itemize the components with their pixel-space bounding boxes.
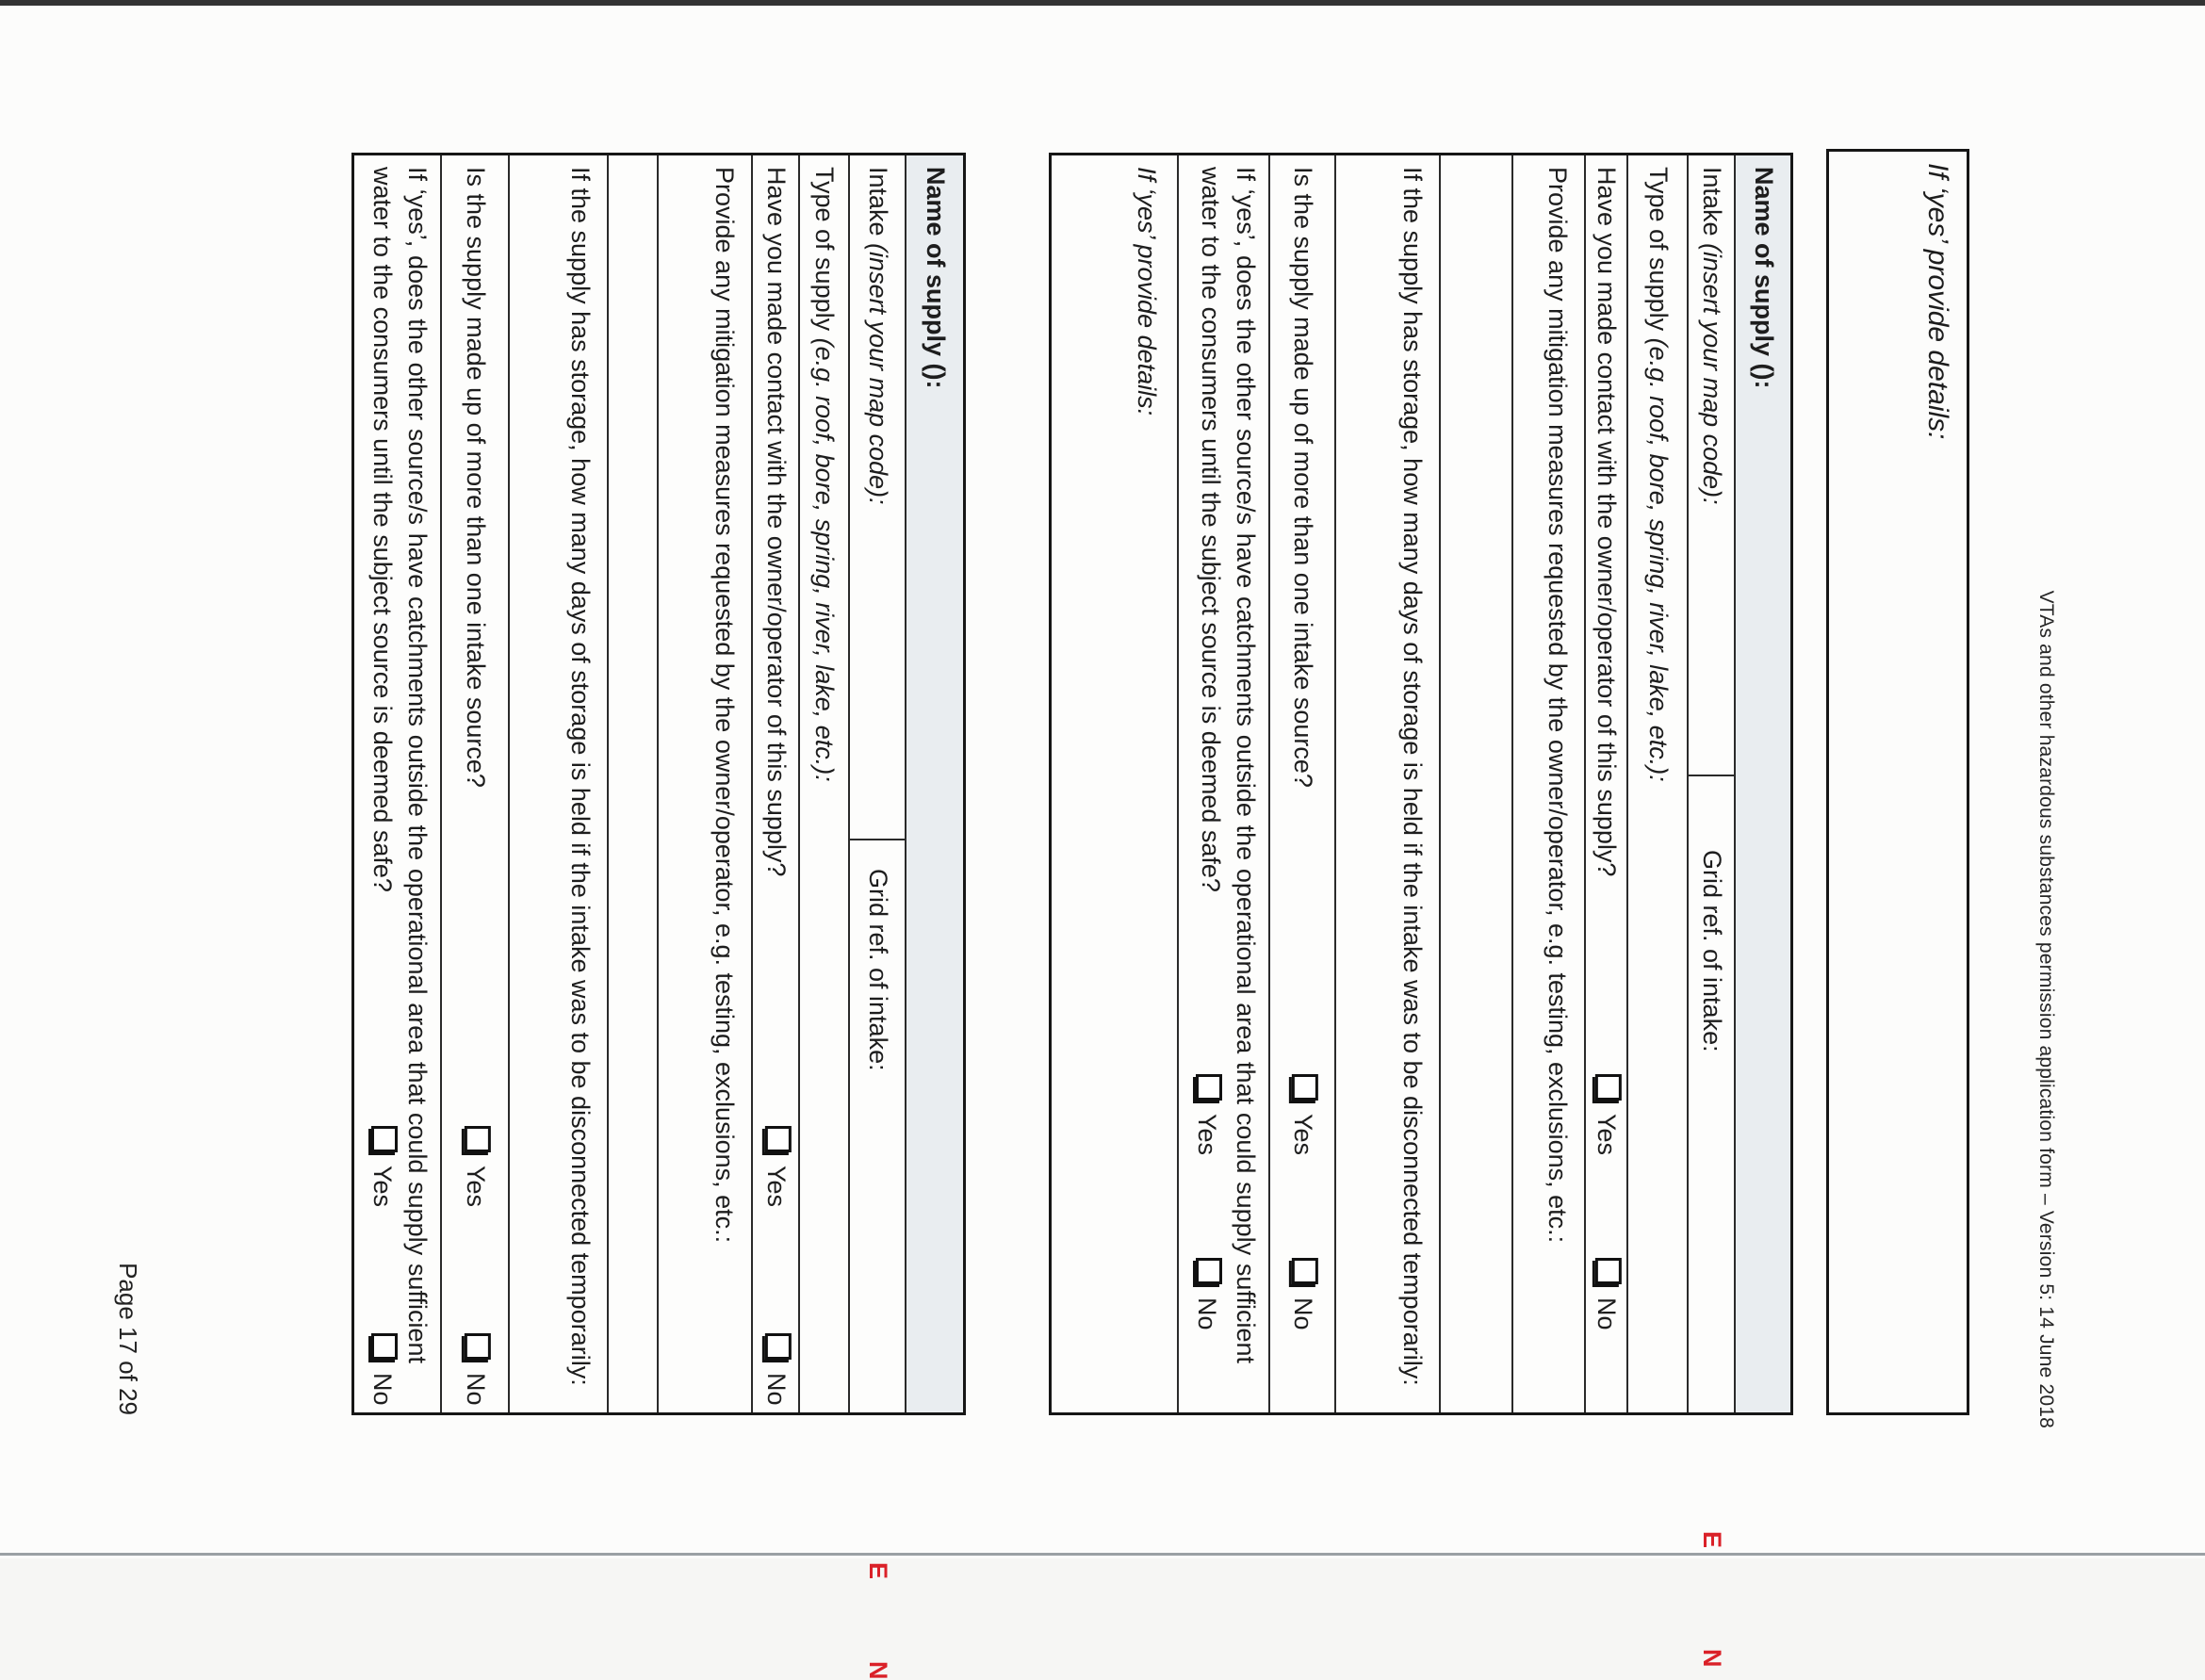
other-source-yes-option: Yes: [366, 1126, 398, 1207]
mitigation-row: [659, 155, 753, 1412]
intake-label: Intake (insert your map code):: [1697, 167, 1726, 505]
grid-ref-cell: [1689, 776, 1734, 1668]
multiple-intake-yes-option: Yes: [459, 1126, 491, 1207]
type-of-supply-row: [1628, 155, 1689, 1412]
supply-table-1: [1049, 153, 1793, 1668]
mitigation-question: Provide any mitigation measures requested by the owner/operator, e.g. testing, exclusions, etc.:: [710, 167, 739, 1244]
contact-no-option: No: [1591, 1258, 1623, 1330]
other-source-no-option: No: [1190, 1258, 1222, 1330]
grid-ref-cell: [850, 840, 905, 1680]
storage-question: If the supply has storage, how many days of storage is held if the intake was to be disconnected temporarily:: [1398, 167, 1427, 1386]
other-source-question-line1: If ‘yes’, does the other source/s have catchments outside the operational area that could supply sufficient: [403, 167, 432, 1363]
contact-question: Have you made contact with the owner/operator of this supply?: [1592, 167, 1622, 877]
intake-label-cell: [850, 155, 905, 840]
grid-ref-easting-marker: E: [1697, 1531, 1726, 1549]
no-checkbox: [1595, 1258, 1622, 1284]
multiple-intake-no-option: No: [1286, 1258, 1318, 1330]
mitigation-row: [1513, 155, 1586, 1412]
multiple-intake-question: Is the supply made up of more than one intake source?: [1288, 167, 1317, 788]
contact-yes-option: Yes: [1591, 1074, 1623, 1155]
yes-checkbox: [465, 1126, 491, 1152]
supply-table-2: [351, 153, 966, 1680]
provide-details-label: If ‘yes’ provide details:: [1133, 167, 1161, 416]
scan-edge-artifact-top: [0, 0, 2205, 6]
contact-no-option: No: [760, 1333, 792, 1406]
scan-edge-artifact-bottom: [0, 1553, 2205, 1556]
no-checkbox: [765, 1333, 792, 1360]
other-source-question-row: [1179, 155, 1270, 1412]
other-source-question-line1: If ‘yes’, does the other source/s have catchments outside the operational area that could supply sufficient: [1232, 167, 1260, 1363]
multiple-intake-question: Is the supply made up of more than one intake source?: [461, 167, 490, 788]
table-header-row: [906, 155, 963, 1412]
grid-ref-label: Grid ref. of intake:: [863, 869, 892, 1071]
document-header-line: VTAs and other hazardous substances permission application form – Version 5: 14 June 2018: [2035, 590, 2057, 1428]
type-of-supply-label: Type of supply (e.g. roof, bore, spring, river, lake, etc.):: [810, 167, 840, 782]
contact-question: Have you made contact with the owner/operator of this supply?: [761, 167, 791, 877]
provide-details-box: [1826, 149, 1969, 1415]
provide-details-row: [1052, 155, 1179, 1412]
provide-details-box-label: If ‘yes’ provide details:: [1922, 163, 1953, 440]
storage-question-row: [1336, 155, 1441, 1412]
yes-checkbox: [1595, 1074, 1622, 1101]
other-source-question-line2: water to the consumers until the subject source is deemed safe?: [1197, 167, 1226, 892]
yes-checkbox: [1196, 1074, 1222, 1101]
grid-ref-northing-marker: N: [863, 1661, 892, 1680]
multiple-intake-row: [1270, 155, 1336, 1412]
page-number: Page 17 of 29: [114, 1263, 142, 1415]
grid-ref-easting-marker: E: [863, 1562, 892, 1580]
multiple-intake-yes-option: Yes: [1286, 1074, 1318, 1155]
contact-question-row: [1586, 155, 1628, 1412]
no-checkbox: [1196, 1258, 1222, 1284]
other-source-question-row: [354, 155, 442, 1412]
other-source-yes-option: Yes: [1190, 1074, 1222, 1155]
intake-label-cell: [1689, 155, 1734, 776]
multiple-intake-no-option: No: [459, 1333, 491, 1406]
type-of-supply-row: [800, 155, 850, 1412]
storage-question-row: [510, 155, 609, 1412]
no-checkbox: [371, 1333, 398, 1360]
type-of-supply-label: Type of supply (e.g. roof, bore, spring, river, lake, etc.):: [1643, 167, 1673, 782]
yes-checkbox: [1292, 1074, 1318, 1101]
no-checkbox: [465, 1333, 491, 1360]
other-source-no-option: No: [366, 1333, 398, 1406]
table-title: Name of supply ():: [1749, 167, 1778, 389]
multiple-intake-row: [442, 155, 510, 1412]
other-source-question-line2: water to the consumers until the subject source is deemed safe?: [368, 167, 398, 892]
mitigation-write-in-row: [1441, 155, 1513, 1412]
table-header-row: [1736, 155, 1790, 1412]
storage-question: If the supply has storage, how many days of storage is held if the intake was to be disconnected temporarily:: [566, 167, 595, 1386]
table-title: Name of supply ():: [921, 167, 950, 389]
intake-row: [1689, 155, 1736, 1668]
grid-ref-northing-marker: N: [1697, 1649, 1726, 1668]
intake-row: [850, 155, 906, 1680]
grid-ref-label: Grid ref. of intake:: [1697, 850, 1726, 1052]
yes-checkbox: [371, 1126, 398, 1152]
mitigation-question: Provide any mitigation measures requested by the owner/operator, e.g. testing, exclusions, etc.:: [1544, 167, 1572, 1244]
contact-question-row: [753, 155, 800, 1412]
intake-label: Intake (insert your map code):: [863, 167, 892, 505]
contact-yes-option: Yes: [760, 1126, 792, 1207]
yes-checkbox: [765, 1126, 792, 1152]
mitigation-write-in-row: [609, 155, 659, 1412]
no-checkbox: [1292, 1258, 1318, 1284]
